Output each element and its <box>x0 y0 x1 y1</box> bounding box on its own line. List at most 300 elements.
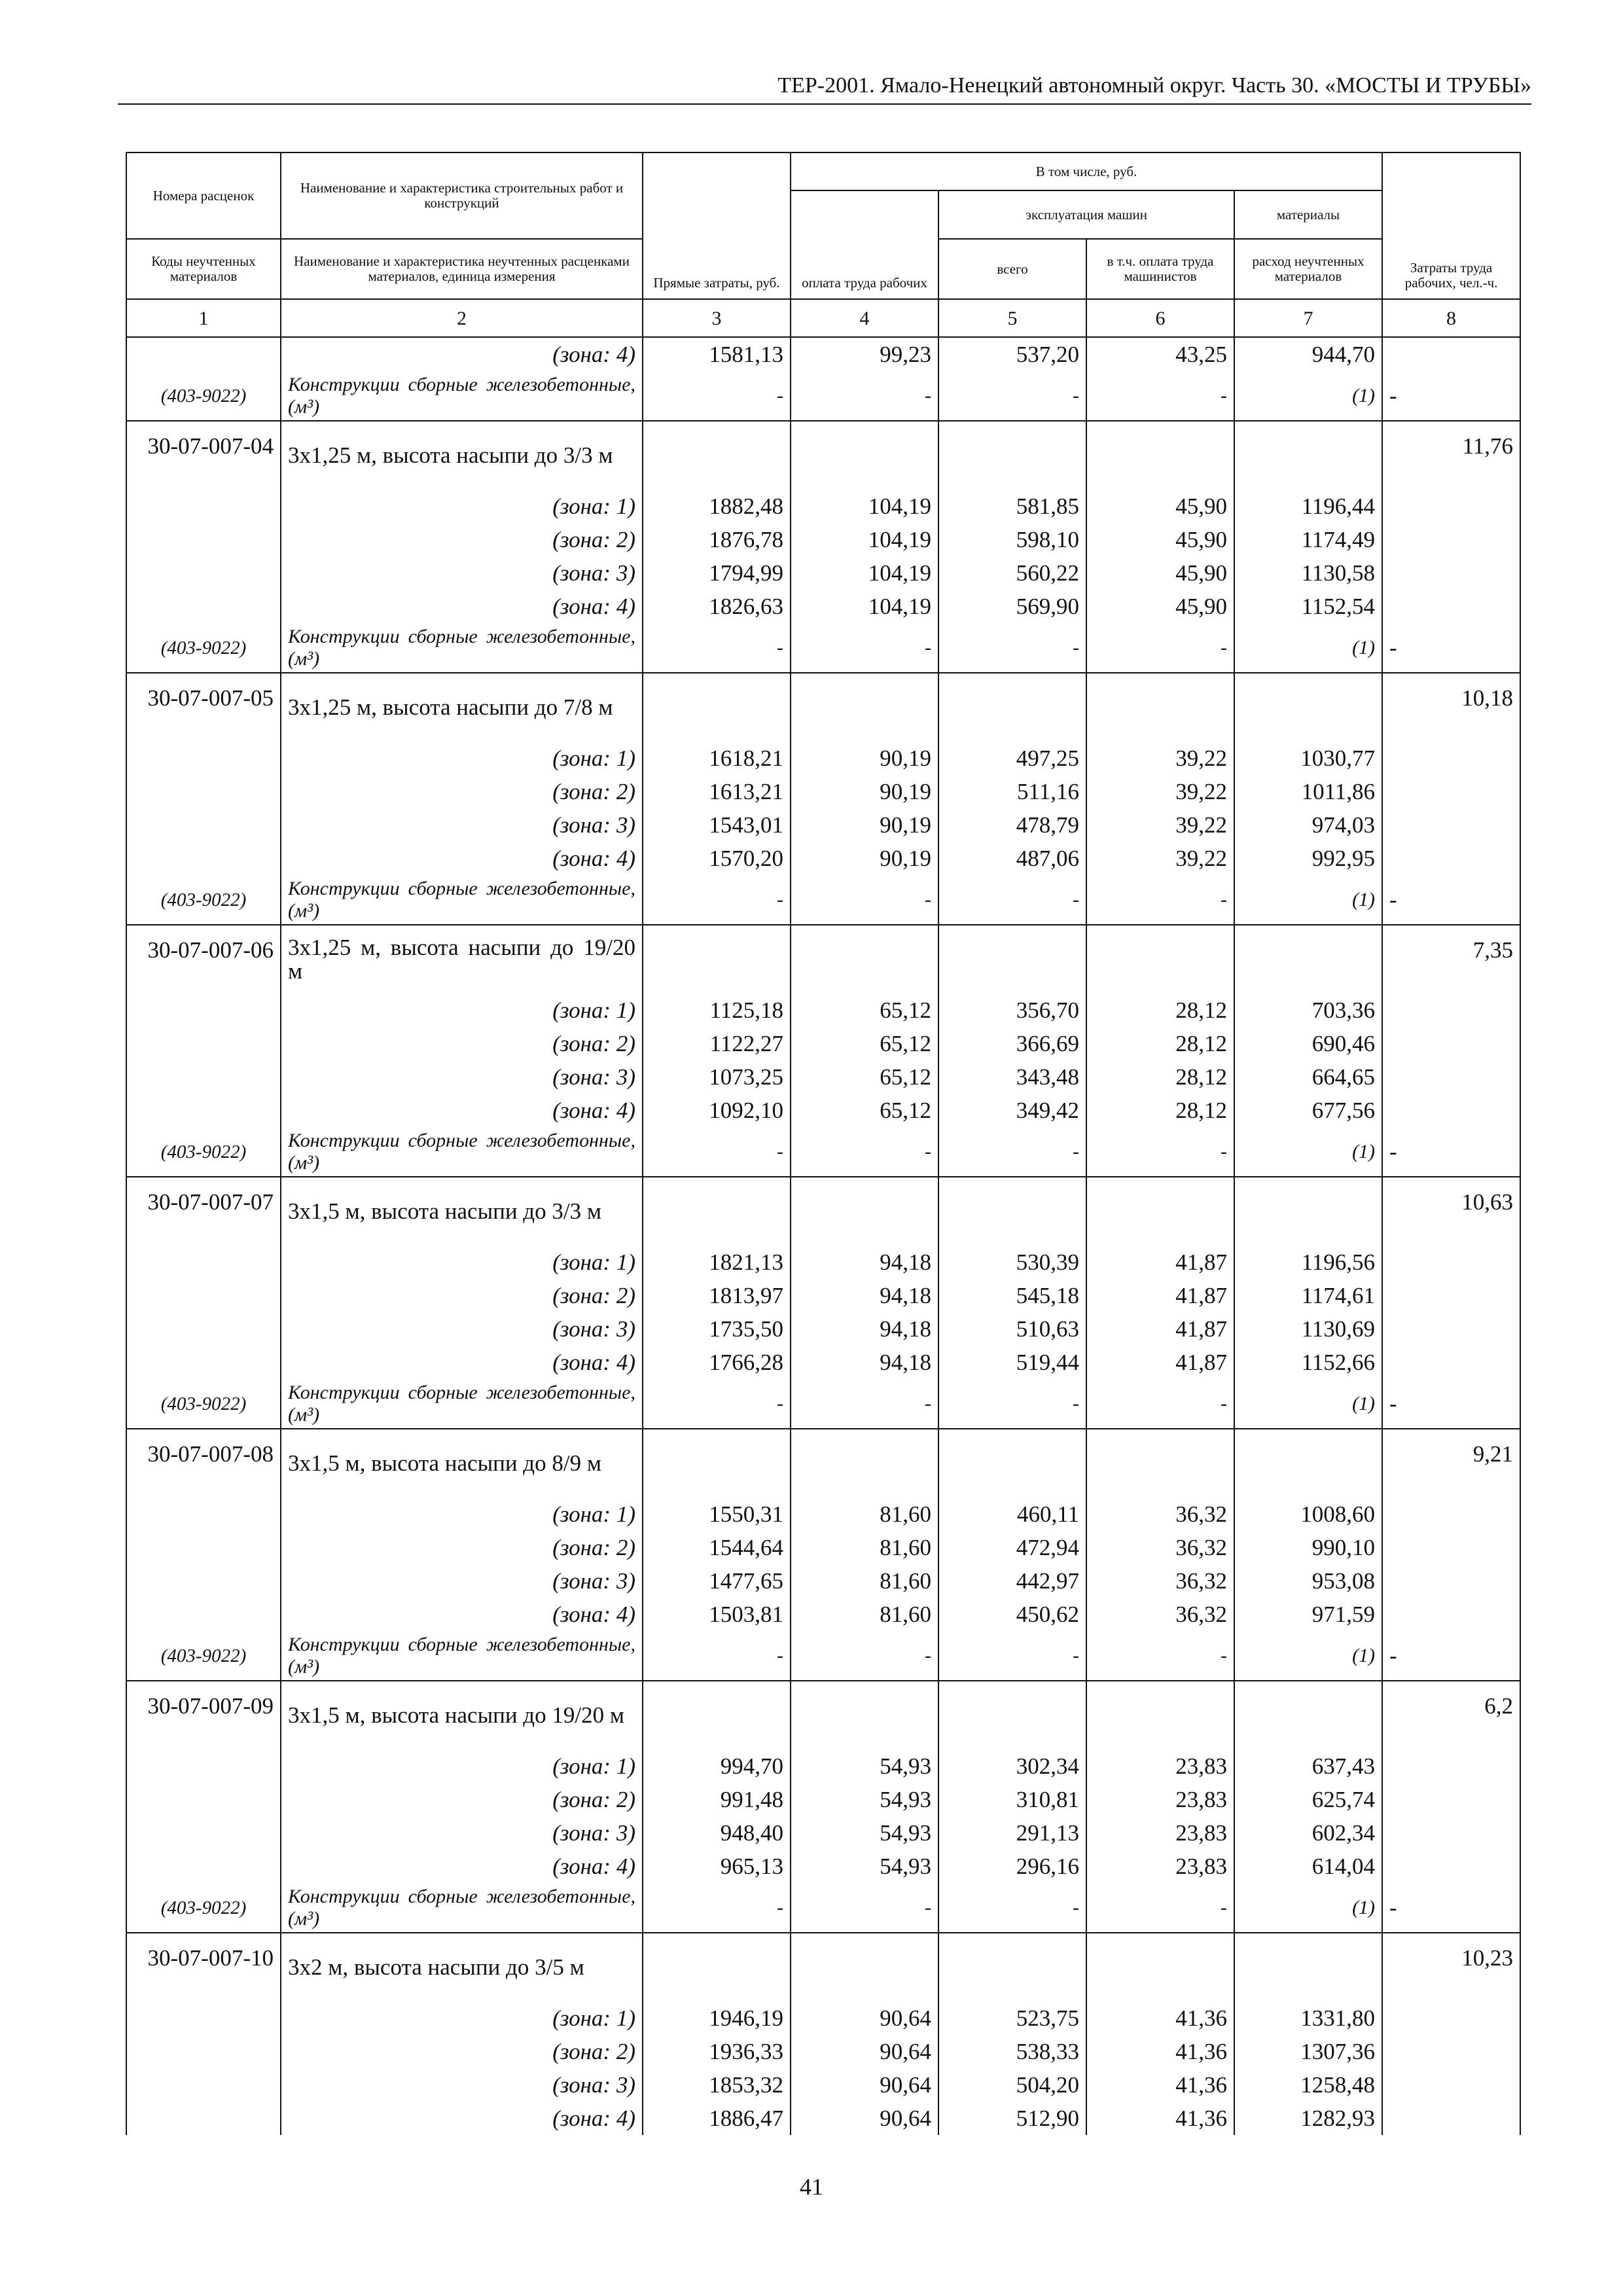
materials-cost: 602,34 <box>1234 1816 1382 1850</box>
machines-total: 538,33 <box>938 2035 1086 2068</box>
materials-cost: 1282,93 <box>1234 2102 1382 2135</box>
labor-pay: 81,60 <box>791 1498 938 1531</box>
direct-cost: 1618,21 <box>643 742 791 775</box>
machines-total: 472,94 <box>938 1531 1086 1564</box>
rate-title-row <box>126 421 1520 490</box>
zone-row <box>126 1749 1520 1783</box>
zone-label: (зона: 3) <box>281 1060 643 1094</box>
material-labor: - <box>1382 1379 1520 1429</box>
materials-cost: 1152,54 <box>1234 590 1382 623</box>
zone-row <box>126 1531 1520 1564</box>
labor-pay: 65,12 <box>791 1060 938 1094</box>
materials-cost: 974,03 <box>1234 808 1382 842</box>
machines-total: 504,20 <box>938 2068 1086 2102</box>
zone-row <box>126 523 1520 556</box>
material-qty: (1) <box>1234 1127 1382 1177</box>
labor-pay: 90,19 <box>791 842 938 875</box>
labor-pay: 65,12 <box>791 1027 938 1060</box>
labor-pay: 104,19 <box>791 590 938 623</box>
materials-cost: 1307,36 <box>1234 2035 1382 2068</box>
rate-title-row <box>126 1177 1520 1246</box>
machines-total: 291,13 <box>938 1816 1086 1850</box>
machines-total: 296,16 <box>938 1850 1086 1883</box>
machines-total: 302,34 <box>938 1749 1086 1783</box>
direct-cost: 1826,63 <box>643 590 791 623</box>
machines-total: 581,85 <box>938 490 1086 523</box>
materials-cost: 1196,56 <box>1234 1246 1382 1279</box>
material-labor: - <box>1382 623 1520 673</box>
direct-cost: 1821,13 <box>643 1246 791 1279</box>
col5-header: всего <box>938 239 1086 299</box>
labor-hours: 10,23 <box>1382 1933 1520 2001</box>
machinist-pay: 36,32 <box>1086 1531 1234 1564</box>
material-labor: - <box>1382 371 1520 421</box>
machines-total: 442,97 <box>938 1564 1086 1598</box>
material-name: Конструкции сборные железобетонные, (м³) <box>281 623 643 673</box>
direct-cost: 1122,27 <box>643 1027 791 1060</box>
machines-total: 545,18 <box>938 1279 1086 1312</box>
dash-cell: - <box>1086 623 1234 673</box>
zone-label: (зона: 2) <box>281 1783 643 1816</box>
zone-label: (зона: 4) <box>281 842 643 875</box>
dash-cell: - <box>791 1883 938 1933</box>
direct-cost: 1735,50 <box>643 1312 791 1346</box>
direct-cost: 1886,47 <box>643 2102 791 2135</box>
rate-title-row <box>126 1681 1520 1749</box>
dash-cell: - <box>1086 1379 1234 1429</box>
zone-row <box>126 337 1520 371</box>
labor-hours: 10,18 <box>1382 673 1520 742</box>
dash-cell: - <box>791 1379 938 1429</box>
col-number: 8 <box>1382 299 1520 337</box>
zone-row <box>126 1094 1520 1127</box>
machinist-pay: 41,36 <box>1086 2035 1234 2068</box>
materials-cost: 1174,49 <box>1234 523 1382 556</box>
direct-cost: 1544,64 <box>643 1531 791 1564</box>
machines-total: 511,16 <box>938 775 1086 808</box>
dash-cell: - <box>938 371 1086 421</box>
labor-pay: 90,19 <box>791 775 938 808</box>
machinist-pay: 23,83 <box>1086 1783 1234 1816</box>
material-qty: (1) <box>1234 1379 1382 1429</box>
labor-pay: 54,93 <box>791 1850 938 1883</box>
material-qty: (1) <box>1234 875 1382 925</box>
materials-cost: 664,65 <box>1234 1060 1382 1094</box>
direct-cost: 1936,33 <box>643 2035 791 2068</box>
zone-row <box>126 1027 1520 1060</box>
direct-cost: 1477,65 <box>643 1564 791 1598</box>
zone-label: (зона: 4) <box>281 2102 643 2135</box>
machinist-pay: 43,25 <box>1086 337 1234 371</box>
direct-cost: 994,70 <box>643 1749 791 1783</box>
rate-description: 3х1,25 м, высота насыпи до 7/8 м <box>281 673 643 742</box>
machinist-pay: 41,36 <box>1086 2102 1234 2135</box>
labor-pay: 99,23 <box>791 337 938 371</box>
dash-cell: - <box>1086 1883 1234 1933</box>
zone-row <box>126 742 1520 775</box>
material-name: Конструкции сборные железобетонные, (м³) <box>281 875 643 925</box>
material-labor: - <box>1382 1883 1520 1933</box>
labor-pay: 90,64 <box>791 2035 938 2068</box>
labor-pay: 54,93 <box>791 1783 938 1816</box>
machinist-pay: 23,83 <box>1086 1749 1234 1783</box>
dash-cell: - <box>643 623 791 673</box>
zone-row <box>126 2068 1520 2102</box>
rate-description: 3х1,5 м, высота насыпи до 19/20 м <box>281 1681 643 1749</box>
direct-cost: 1813,97 <box>643 1279 791 1312</box>
machines-total: 478,79 <box>938 808 1086 842</box>
zone-row <box>126 556 1520 590</box>
rate-code: 30-07-007-04 <box>126 421 281 490</box>
rate-title-row <box>126 925 1520 994</box>
zone-label: (зона: 3) <box>281 1564 643 1598</box>
labor-pay: 81,60 <box>791 1564 938 1598</box>
zone-row <box>126 1816 1520 1850</box>
material-qty: (1) <box>1234 371 1382 421</box>
zone-label: (зона: 1) <box>281 742 643 775</box>
labor-pay: 94,18 <box>791 1279 938 1312</box>
materials-cost: 637,43 <box>1234 1749 1382 1783</box>
machinist-pay: 36,32 <box>1086 1498 1234 1531</box>
machinist-pay: 41,87 <box>1086 1346 1234 1379</box>
machinist-pay: 36,32 <box>1086 1598 1234 1631</box>
dash-cell: - <box>643 1127 791 1177</box>
zone-label: (зона: 2) <box>281 523 643 556</box>
col-number: 5 <box>938 299 1086 337</box>
zone-row <box>126 775 1520 808</box>
materials-cost: 1196,44 <box>1234 490 1382 523</box>
labor-pay: 90,64 <box>791 2001 938 2035</box>
rates-table <box>126 152 1521 2135</box>
machinist-pay: 28,12 <box>1086 1094 1234 1127</box>
materials-cost: 1174,61 <box>1234 1279 1382 1312</box>
labor-pay: 94,18 <box>791 1246 938 1279</box>
zone-row <box>126 1783 1520 1816</box>
direct-cost: 1092,10 <box>643 1094 791 1127</box>
machinist-pay: 39,22 <box>1086 842 1234 875</box>
direct-cost: 1570,20 <box>643 842 791 875</box>
material-row <box>126 1883 1520 1933</box>
rate-code: 30-07-007-07 <box>126 1177 281 1246</box>
zone-label: (зона: 1) <box>281 1498 643 1531</box>
rate-code: 30-07-007-05 <box>126 673 281 742</box>
machinist-pay: 41,87 <box>1086 1279 1234 1312</box>
material-row <box>126 371 1520 421</box>
col4-header: оплата труда рабочих <box>791 190 938 299</box>
labor-hours: 7,35 <box>1382 925 1520 994</box>
direct-cost: 991,48 <box>643 1783 791 1816</box>
zone-label: (зона: 1) <box>281 994 643 1027</box>
rate-description: 3х1,5 м, высота насыпи до 3/3 м <box>281 1177 643 1246</box>
materials-cost: 677,56 <box>1234 1094 1382 1127</box>
machines-total: 310,81 <box>938 1783 1086 1816</box>
machines-total: 598,10 <box>938 523 1086 556</box>
materials-cost: 1258,48 <box>1234 2068 1382 2102</box>
direct-cost: 1766,28 <box>643 1346 791 1379</box>
labor-hours: 10,63 <box>1382 1177 1520 1246</box>
zone-row <box>126 1312 1520 1346</box>
zone-label: (зона: 4) <box>281 590 643 623</box>
material-row <box>126 875 1520 925</box>
labor-pay: 94,18 <box>791 1312 938 1346</box>
materials-cost: 614,04 <box>1234 1850 1382 1883</box>
direct-cost: 1876,78 <box>643 523 791 556</box>
col2-header-top: Наименование и характеристика строительных работ и конструкций <box>281 152 643 239</box>
material-code: (403-9022) <box>126 1379 281 1429</box>
materials-cost: 971,59 <box>1234 1598 1382 1631</box>
machinist-pay: 39,22 <box>1086 808 1234 842</box>
materials-cost: 944,70 <box>1234 337 1382 371</box>
direct-cost: 1550,31 <box>643 1498 791 1531</box>
machinist-pay: 45,90 <box>1086 556 1234 590</box>
machines-total: 349,42 <box>938 1094 1086 1127</box>
zone-row <box>126 842 1520 875</box>
direct-cost: 1125,18 <box>643 994 791 1027</box>
machinist-pay: 41,36 <box>1086 2068 1234 2102</box>
direct-cost: 1073,25 <box>643 1060 791 1094</box>
machines-total: 460,11 <box>938 1498 1086 1531</box>
col-number: 3 <box>643 299 791 337</box>
dash-cell: - <box>1086 1127 1234 1177</box>
machinist-pay: 41,87 <box>1086 1312 1234 1346</box>
direct-cost: 1853,32 <box>643 2068 791 2102</box>
zone-label: (зона: 4) <box>281 337 643 371</box>
material-qty: (1) <box>1234 623 1382 673</box>
dash-cell: - <box>643 1379 791 1429</box>
col-number: 2 <box>281 299 643 337</box>
col1-header-bottom: Коды неучтенных материалов <box>126 239 281 299</box>
material-name: Конструкции сборные железобетонные, (м³) <box>281 1631 643 1681</box>
zone-label: (зона: 1) <box>281 1246 643 1279</box>
material-code: (403-9022) <box>126 1631 281 1681</box>
machinist-pay: 36,32 <box>1086 1564 1234 1598</box>
dash-cell: - <box>1086 875 1234 925</box>
machines-total: 510,63 <box>938 1312 1086 1346</box>
material-row <box>126 1379 1520 1429</box>
material-name: Конструкции сборные железобетонные, (м³) <box>281 371 643 421</box>
machines-header: эксплуатация машин <box>938 190 1234 239</box>
materials-cost: 1130,69 <box>1234 1312 1382 1346</box>
material-row <box>126 1631 1520 1681</box>
machines-total: 366,69 <box>938 1027 1086 1060</box>
zone-row <box>126 2035 1520 2068</box>
rate-description: 3х1,25 м, высота насыпи до 19/20 м <box>281 925 643 994</box>
col-number: 6 <box>1086 299 1234 337</box>
zone-label: (зона: 4) <box>281 1346 643 1379</box>
direct-cost: 1543,01 <box>643 808 791 842</box>
material-code: (403-9022) <box>126 875 281 925</box>
machinist-pay: 45,90 <box>1086 523 1234 556</box>
zone-label: (зона: 2) <box>281 2035 643 2068</box>
zone-row <box>126 2001 1520 2035</box>
labor-pay: 65,12 <box>791 994 938 1027</box>
material-code: (403-9022) <box>126 1127 281 1177</box>
machinist-pay: 41,36 <box>1086 2001 1234 2035</box>
labor-pay: 94,18 <box>791 1346 938 1379</box>
col8-header: Затраты труда рабочих, чел.-ч. <box>1382 152 1520 299</box>
zone-label: (зона: 3) <box>281 808 643 842</box>
zone-label: (зона: 1) <box>281 2001 643 2035</box>
labor-pay: 81,60 <box>791 1598 938 1631</box>
material-labor: - <box>1382 875 1520 925</box>
zone-label: (зона: 3) <box>281 556 643 590</box>
zone-row <box>126 1279 1520 1312</box>
machines-total: 343,48 <box>938 1060 1086 1094</box>
machinist-pay: 23,83 <box>1086 1850 1234 1883</box>
dash-cell: - <box>643 875 791 925</box>
table-body <box>126 337 1520 2135</box>
materials-header: материалы <box>1234 190 1382 239</box>
labor-pay: 90,64 <box>791 2068 938 2102</box>
zone-label: (зона: 2) <box>281 1027 643 1060</box>
labor-pay: 90,64 <box>791 2102 938 2135</box>
rate-title-row <box>126 1429 1520 1498</box>
zone-row <box>126 2102 1520 2135</box>
dash-cell: - <box>643 371 791 421</box>
material-code: (403-9022) <box>126 1883 281 1933</box>
labor-hours: 9,21 <box>1382 1429 1520 1498</box>
machinist-pay: 28,12 <box>1086 994 1234 1027</box>
machinist-pay: 28,12 <box>1086 1027 1234 1060</box>
labor-pay: 90,19 <box>791 808 938 842</box>
labor-pay: 65,12 <box>791 1094 938 1127</box>
col1-header-top: Номера расценок <box>126 152 281 239</box>
col6-header: в т.ч. оплата труда машинистов <box>1086 239 1234 299</box>
machines-total: 537,20 <box>938 337 1086 371</box>
dash-cell: - <box>938 875 1086 925</box>
materials-cost: 1011,86 <box>1234 775 1382 808</box>
zone-label: (зона: 4) <box>281 1598 643 1631</box>
col2-header-bottom: Наименование и характеристика неучтенных расценками материалов, единица измерения <box>281 239 643 299</box>
direct-cost: 1946,19 <box>643 2001 791 2035</box>
dash-cell: - <box>791 623 938 673</box>
labor-hours: 6,2 <box>1382 1681 1520 1749</box>
direct-cost: 1503,81 <box>643 1598 791 1631</box>
machinist-pay: 45,90 <box>1086 490 1234 523</box>
machines-total: 497,25 <box>938 742 1086 775</box>
rate-code: 30-07-007-09 <box>126 1681 281 1749</box>
col-number: 1 <box>126 299 281 337</box>
machines-total: 487,06 <box>938 842 1086 875</box>
materials-cost: 953,08 <box>1234 1564 1382 1598</box>
rates-table-wrapper <box>126 152 1520 2135</box>
rate-title-row <box>126 1933 1520 2001</box>
labor-pay: 81,60 <box>791 1531 938 1564</box>
direct-cost: 1581,13 <box>643 337 791 371</box>
dash-cell: - <box>791 1631 938 1681</box>
zone-label: (зона: 4) <box>281 1850 643 1883</box>
col7-header: расход неучтенных материалов <box>1234 239 1382 299</box>
zone-label: (зона: 1) <box>281 1749 643 1783</box>
dash-cell: - <box>643 1883 791 1933</box>
material-qty: (1) <box>1234 1883 1382 1933</box>
zone-row <box>126 1498 1520 1531</box>
labor-pay: 54,93 <box>791 1816 938 1850</box>
zone-label: (зона: 2) <box>281 1531 643 1564</box>
materials-cost: 1152,66 <box>1234 1346 1382 1379</box>
dash-cell: - <box>938 623 1086 673</box>
dash-cell: - <box>791 1127 938 1177</box>
zone-row <box>126 490 1520 523</box>
machines-total: 450,62 <box>938 1598 1086 1631</box>
page-header: ТЕР-2001. Ямало-Ненецкий автономный округ. Часть 30. «МОСТЫ И ТРУБЫ» <box>118 73 1531 105</box>
zone-row <box>126 1060 1520 1094</box>
materials-cost: 625,74 <box>1234 1783 1382 1816</box>
labor-pay: 104,19 <box>791 523 938 556</box>
materials-cost: 1008,60 <box>1234 1498 1382 1531</box>
rate-description: 3х1,5 м, высота насыпи до 8/9 м <box>281 1429 643 1498</box>
machines-total: 530,39 <box>938 1246 1086 1279</box>
rate-description: 3х1,25 м, высота насыпи до 3/3 м <box>281 421 643 490</box>
col3-header: Прямые затраты, руб. <box>643 152 791 299</box>
labor-pay: 104,19 <box>791 556 938 590</box>
zone-label: (зона: 3) <box>281 2068 643 2102</box>
materials-cost: 1030,77 <box>1234 742 1382 775</box>
materials-cost: 703,36 <box>1234 994 1382 1027</box>
material-labor: - <box>1382 1127 1520 1177</box>
materials-cost: 1130,58 <box>1234 556 1382 590</box>
dash-cell: - <box>938 1631 1086 1681</box>
zone-row <box>126 1346 1520 1379</box>
dash-cell: - <box>1086 1631 1234 1681</box>
zone-row <box>126 1564 1520 1598</box>
col-number: 4 <box>791 299 938 337</box>
dash-cell: - <box>938 1883 1086 1933</box>
labor-pay: 54,93 <box>791 1749 938 1783</box>
direct-cost: 965,13 <box>643 1850 791 1883</box>
including-header: В том числе, руб. <box>791 152 1382 190</box>
table-header <box>126 152 1520 337</box>
machinist-pay: 28,12 <box>1086 1060 1234 1094</box>
zone-label: (зона: 2) <box>281 775 643 808</box>
direct-cost: 1882,48 <box>643 490 791 523</box>
material-qty: (1) <box>1234 1631 1382 1681</box>
material-row <box>126 1127 1520 1177</box>
materials-cost: 1331,80 <box>1234 2001 1382 2035</box>
machinist-pay: 45,90 <box>1086 590 1234 623</box>
machines-total: 519,44 <box>938 1346 1086 1379</box>
dash-cell: - <box>1086 371 1234 421</box>
material-labor: - <box>1382 1631 1520 1681</box>
zone-label: (зона: 3) <box>281 1816 643 1850</box>
dash-cell: - <box>643 1631 791 1681</box>
materials-cost: 992,95 <box>1234 842 1382 875</box>
material-name: Конструкции сборные железобетонные, (м³) <box>281 1883 643 1933</box>
material-row <box>126 623 1520 673</box>
zone-row <box>126 590 1520 623</box>
page-number: 41 <box>800 2174 823 2200</box>
direct-cost: 948,40 <box>643 1816 791 1850</box>
direct-cost: 1613,21 <box>643 775 791 808</box>
machines-total: 569,90 <box>938 590 1086 623</box>
zone-label: (зона: 3) <box>281 1312 643 1346</box>
material-name: Конструкции сборные железобетонные, (м³) <box>281 1127 643 1177</box>
material-code: (403-9022) <box>126 623 281 673</box>
zone-label: (зона: 4) <box>281 1094 643 1127</box>
machinist-pay: 23,83 <box>1086 1816 1234 1850</box>
zone-row <box>126 1850 1520 1883</box>
machines-total: 356,70 <box>938 994 1086 1027</box>
dash-cell: - <box>938 1379 1086 1429</box>
labor-pay: 104,19 <box>791 490 938 523</box>
dash-cell: - <box>791 875 938 925</box>
zone-label: (зона: 1) <box>281 490 643 523</box>
labor-hours: 11,76 <box>1382 421 1520 490</box>
rate-code: 30-07-007-08 <box>126 1429 281 1498</box>
material-name: Конструкции сборные железобетонные, (м³) <box>281 1379 643 1429</box>
material-code: (403-9022) <box>126 371 281 421</box>
machines-total: 523,75 <box>938 2001 1086 2035</box>
